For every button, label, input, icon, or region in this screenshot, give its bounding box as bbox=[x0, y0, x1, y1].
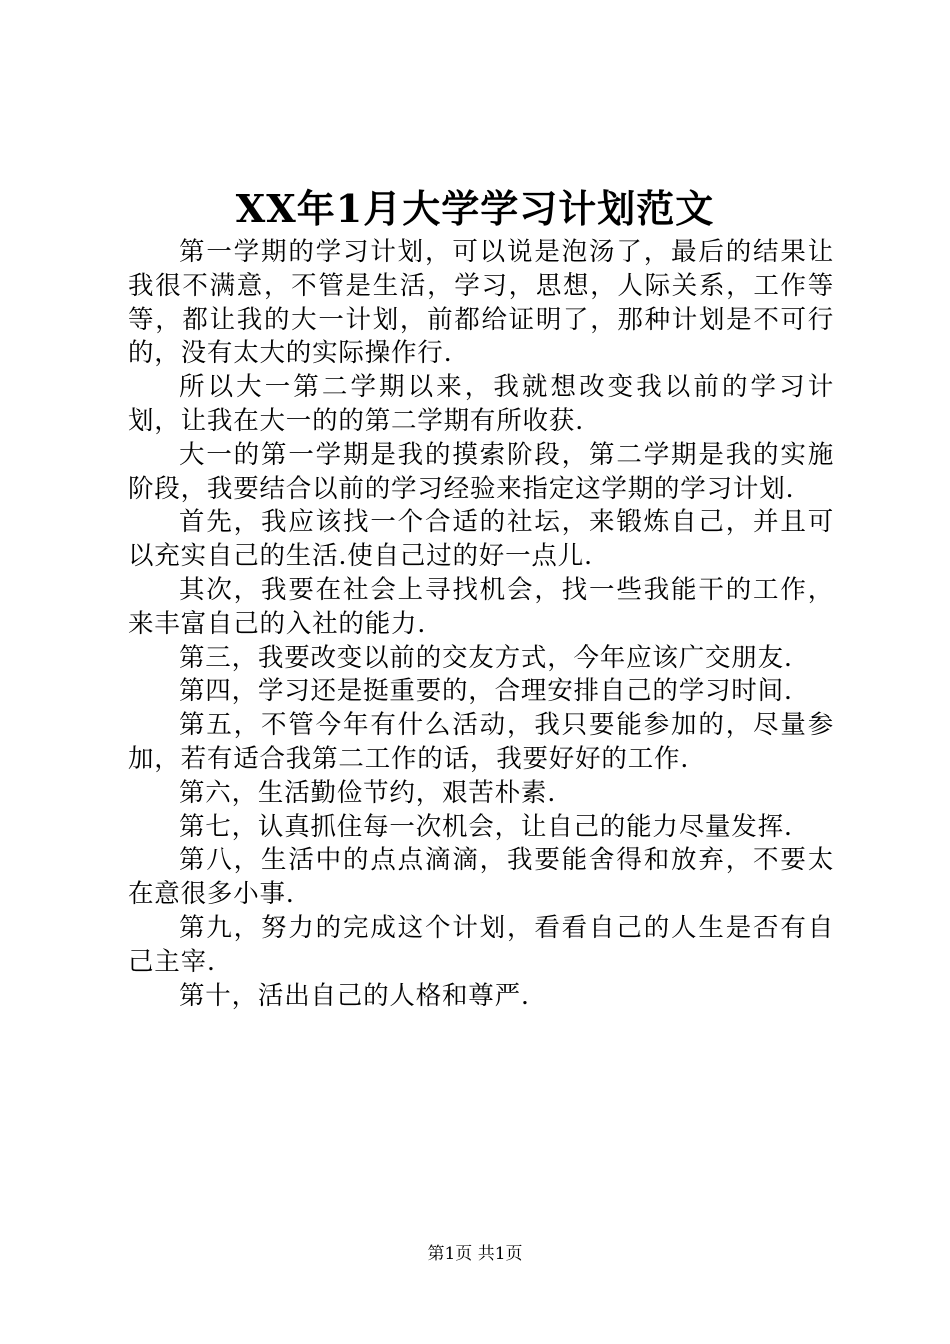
paragraph: 第九，努力的完成这个计划，看看自己的人生是否有自己主宰. bbox=[128, 912, 834, 977]
document-title: XX年1月大学学习计划范文 bbox=[235, 186, 715, 231]
paragraph: 第五，不管今年有什么活动，我只要能参加的，尽量参加，若有适合我第二工作的话，我要好好的工作. bbox=[128, 710, 834, 774]
paragraph: 所以大一第二学期以来，我就想改变我以前的学习计划，让我在大一的的第二学期有所收获. bbox=[128, 372, 834, 436]
paragraph: 第十，活出自己的人格和尊严. bbox=[179, 980, 530, 1011]
paragraph: 第三，我要改变以前的交友方式，今年应该广交朋友. bbox=[179, 642, 793, 673]
paragraph: 大一的第一学期是我的摸索阶段，第二学期是我的实施阶段，我要结合以前的学习经验来指定这学期的学习计划. bbox=[128, 439, 834, 504]
paragraph: 其次，我要在社会上寻找机会，找一些我能干的工作，来丰富自己的入社的能力. bbox=[128, 574, 834, 639]
paragraph: 首先，我应该找一个合适的社坛，来锻炼自己，并且可以充实自己的生活.使自己过的好一点儿. bbox=[128, 507, 834, 572]
paragraph: 第七，认真抓住每一次机会，让自己的能力尽量发挥. bbox=[179, 811, 793, 842]
paragraph: 第八，生活中的点点滴滴，我要能舍得和放弃，不要太在意很多小事. bbox=[128, 845, 834, 910]
paragraph: 第一学期的学习计划，可以说是泡汤了，最后的结果让我很不满意，不管是生活，学习，思想，人际关系，工作等等，都让我的大一计划，前都给证明了，那种计划是不可行的，没有太大的实际操作行. bbox=[128, 237, 834, 369]
page-footer: 第1页 共1页 bbox=[427, 1244, 523, 1264]
paragraph: 第六，生活勤俭节约，艰苦朴素. bbox=[179, 777, 557, 808]
document-body bbox=[128, 236, 834, 1013]
paragraph: 第四，学习还是挺重要的，合理安排自己的学习时间. bbox=[179, 676, 793, 707]
